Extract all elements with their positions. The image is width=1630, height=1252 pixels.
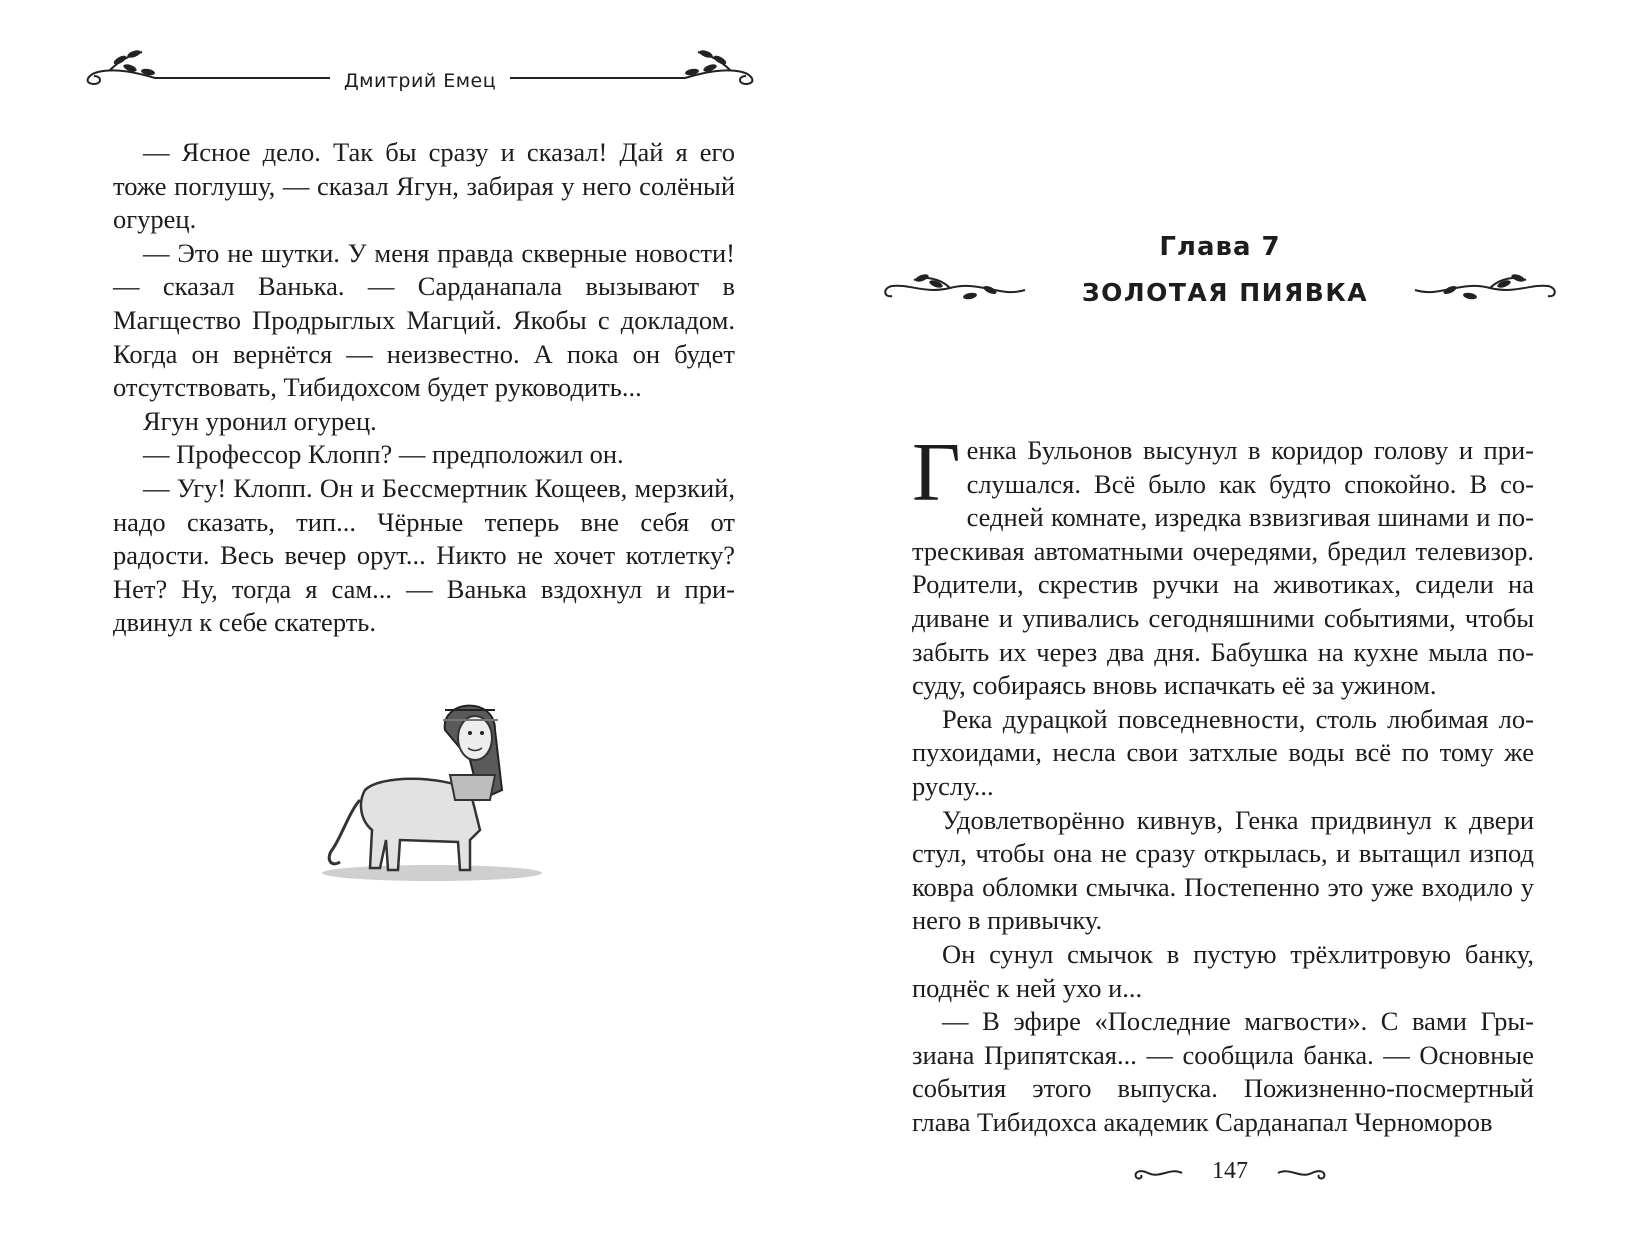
author-name-text: Дмитрий Емец [330,70,510,92]
right-page-text [912,426,1534,1139]
paragraph: — Угу! Клопп. Он и Бессмертник Кощеев, мерзкий, надо сказать, тип... Чёрные теперь вне себя от радости. Весь вечер орут... Никто не хочет котлетку? Нет? Ну, тогда я сам... — Ванька вздохнул и придвинул к себе скатерть. [113,472,735,638]
chapter-right-flourish-icon [1410,270,1560,310]
drop-cap: Г [912,426,961,519]
left-page-text [113,136,735,640]
paragraph: Река дурацкой повседневности, столь любимая лопухоидами, несла свои затхлые воды всё по тому же руслу... [912,703,1534,801]
running-header [80,40,760,110]
paragraph: — Профессор Клопп? — предположил он. [143,439,624,470]
paragraph: Ягун уронил огурец. [143,405,377,436]
paragraph: — В эфире «Последние магвости». С вами Грызиана Припятская... — сообщила банка. — Основные события этого выпуска. Пожизненно-посмертный глава Тибидохса академик Сарданапал Черноморов [912,1006,1534,1137]
page-number: 147 [1212,1158,1248,1184]
chapter-left-flourish-icon [880,270,1030,310]
paragraph: — Ясное дело. Так бы сразу и сказал! Дай я его тоже поглушу, — сказал Ягун, забирая у него солёный огурец. [113,137,735,235]
sphinx-illustration-icon [320,690,550,890]
paragraph: — Это не шутки. У меня правда скверные новости! — сказал Ванька. — Сарданапала вызывают в Магщество Продрыглых Магций. Якобы с докладом. Когда он вернётся — неизвестно. А пока он будет отсутствовать, Тибидохсом будет руководить... [113,237,735,403]
chapter-title: ЗОЛОТАЯ ПИЯВКА [1081,278,1369,307]
chapter-number: Глава 7 [1159,232,1281,262]
page-number-right-flourish-icon [1276,1164,1330,1182]
opening-paragraph [912,426,1534,703]
author-name [80,70,760,92]
opening-paragraph-text: енка Бульонов высунул в коридор голову и прислушался. Всё было как будто спокойно. В соседней комнате, изредка взвизгивая шинами и потрескивая автоматными очередями, бредил телевизор. Родители, скрестив ручки на животиках, сидели на диване и упивались сегодняшними событиями, чтобы забыть их через два дня. Бабушка на кухне мыла посуду, собираясь вновь испачкать её за ужином. [912,435,1534,701]
paragraph: Удовлетворённо кивнув, Генка придвинул к двери стул, чтобы она не сразу открылась, и вытащил изпод ковра обломки смычка. Постепенно это уже входило у него в привычку. [912,804,1534,936]
paragraph: Он сунул смычок в пустую трёхлитровую банку, поднёс к ней ухо и... [912,938,1534,1003]
page-number-block [1130,1158,1330,1188]
